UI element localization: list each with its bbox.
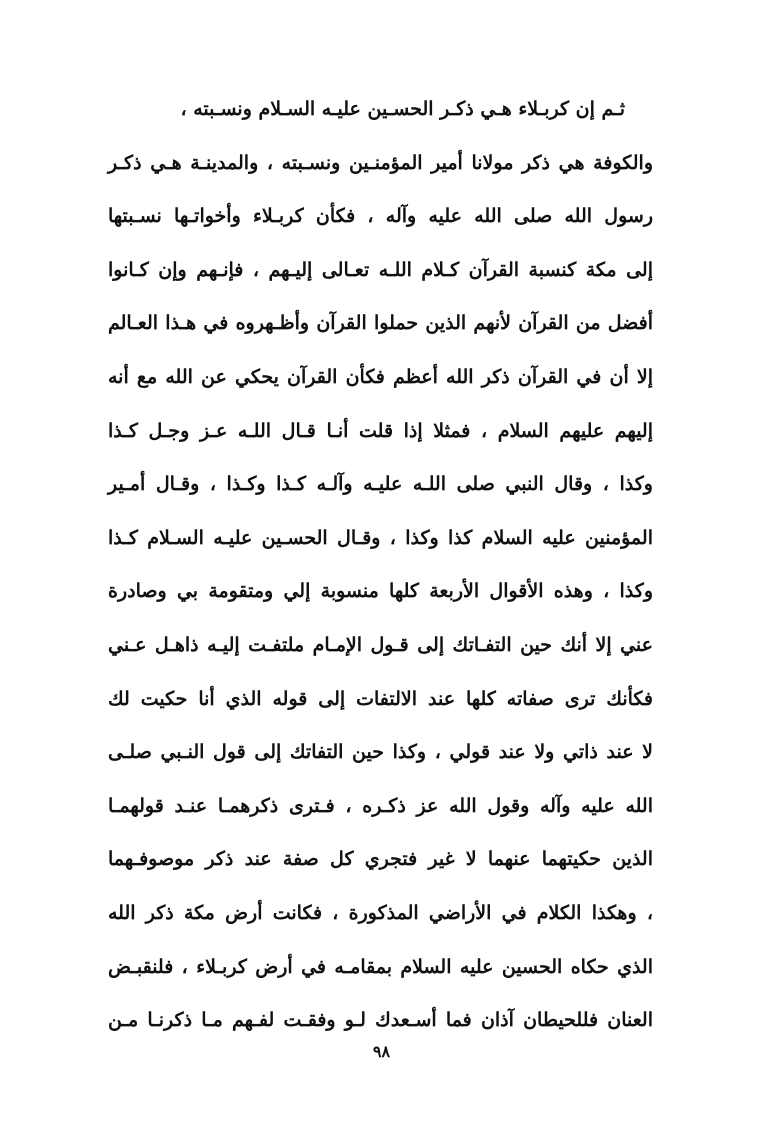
- text-line: المؤمنين عليه السلام كذا وكذا ، وقـال الحسـين عليـه السـلام كـذا: [108, 526, 653, 549]
- text-line: عني إلا أنك حين التفـاتك إلى قـول الإمـام ملتفـت إليـه ذاهـل عـني: [108, 633, 653, 656]
- page-number: ٩٨: [372, 1042, 391, 1061]
- text-line: ، وهكذا الكلام في الأراضي المذكورة ، فكانت أرض مكة ذكر الله: [108, 901, 653, 924]
- text-line: إليهم عليهم السلام ، فمثلا إذا قلت أنـا قـال اللـه عـز وجـل كـذا: [108, 419, 653, 442]
- body-text: [108, 83, 653, 1048]
- text-line: وكذا ، وهذه الأقوال الأربعة كلها منسوبة إلي ومتقومة بي وصادرة: [108, 580, 653, 603]
- text-line: والكوفة هي ذكر مولانا أمير المؤمنـين ونسـبته ، والمدينـة هـي ذكـر: [108, 151, 653, 174]
- text-line: أفضل من القرآن لأنهم الذين حملوا القرآن وأظـهروه في هـذا العـالم: [108, 312, 653, 335]
- text-line: إلى مكة كنسبة القرآن كـلام اللـه تعـالى إليـهم ، فإنـهم وإن كـانوا: [108, 258, 653, 281]
- text-line: الذي حكاه الحسين عليه السلام بمقامـه في أرض كربـلاء ، فلنقبـض: [108, 955, 653, 978]
- text-line: العنان فللحيطان آذان فما أسـعدك لـو وفقـت لفـهم مـا ذكرنـا مـن: [108, 1009, 653, 1032]
- text-line: الله عليه وآله وقول الله عز ذكـره ، فـترى ذكرهمـا عنـد قولهمـا: [108, 794, 653, 817]
- text-line: الذين حكيتهما عنهما لا غير فتجري كل صفة عند ذكر موصوفـهما: [108, 848, 653, 871]
- text-line: رسول الله صلى الله عليه وآله ، فكأن كربـلاء وأخواتـها نسـبتها: [108, 205, 653, 228]
- text-line: وكذا ، وقال النبي صلى اللـه عليـه وآلـه كـذا وكـذا ، وقـال أمـير: [108, 473, 653, 496]
- text-line: إلا أن في القرآن ذكر الله أعظم فكأن القرآن يحكي عن الله مع أنه: [108, 365, 653, 388]
- text-line: لا عند ذاتي ولا عند قولي ، وكذا حين التفاتك إلى قول النـبي صلـى: [108, 741, 653, 764]
- text-line: فكأنك ترى صفاته كلها عند الالتفات إلى قوله الذي أنا حكيت لك: [108, 687, 653, 710]
- text-line: ثـم إن كربـلاء هـي ذكـر الحسـين عليـه السـلام ونسـبته ،: [180, 98, 625, 120]
